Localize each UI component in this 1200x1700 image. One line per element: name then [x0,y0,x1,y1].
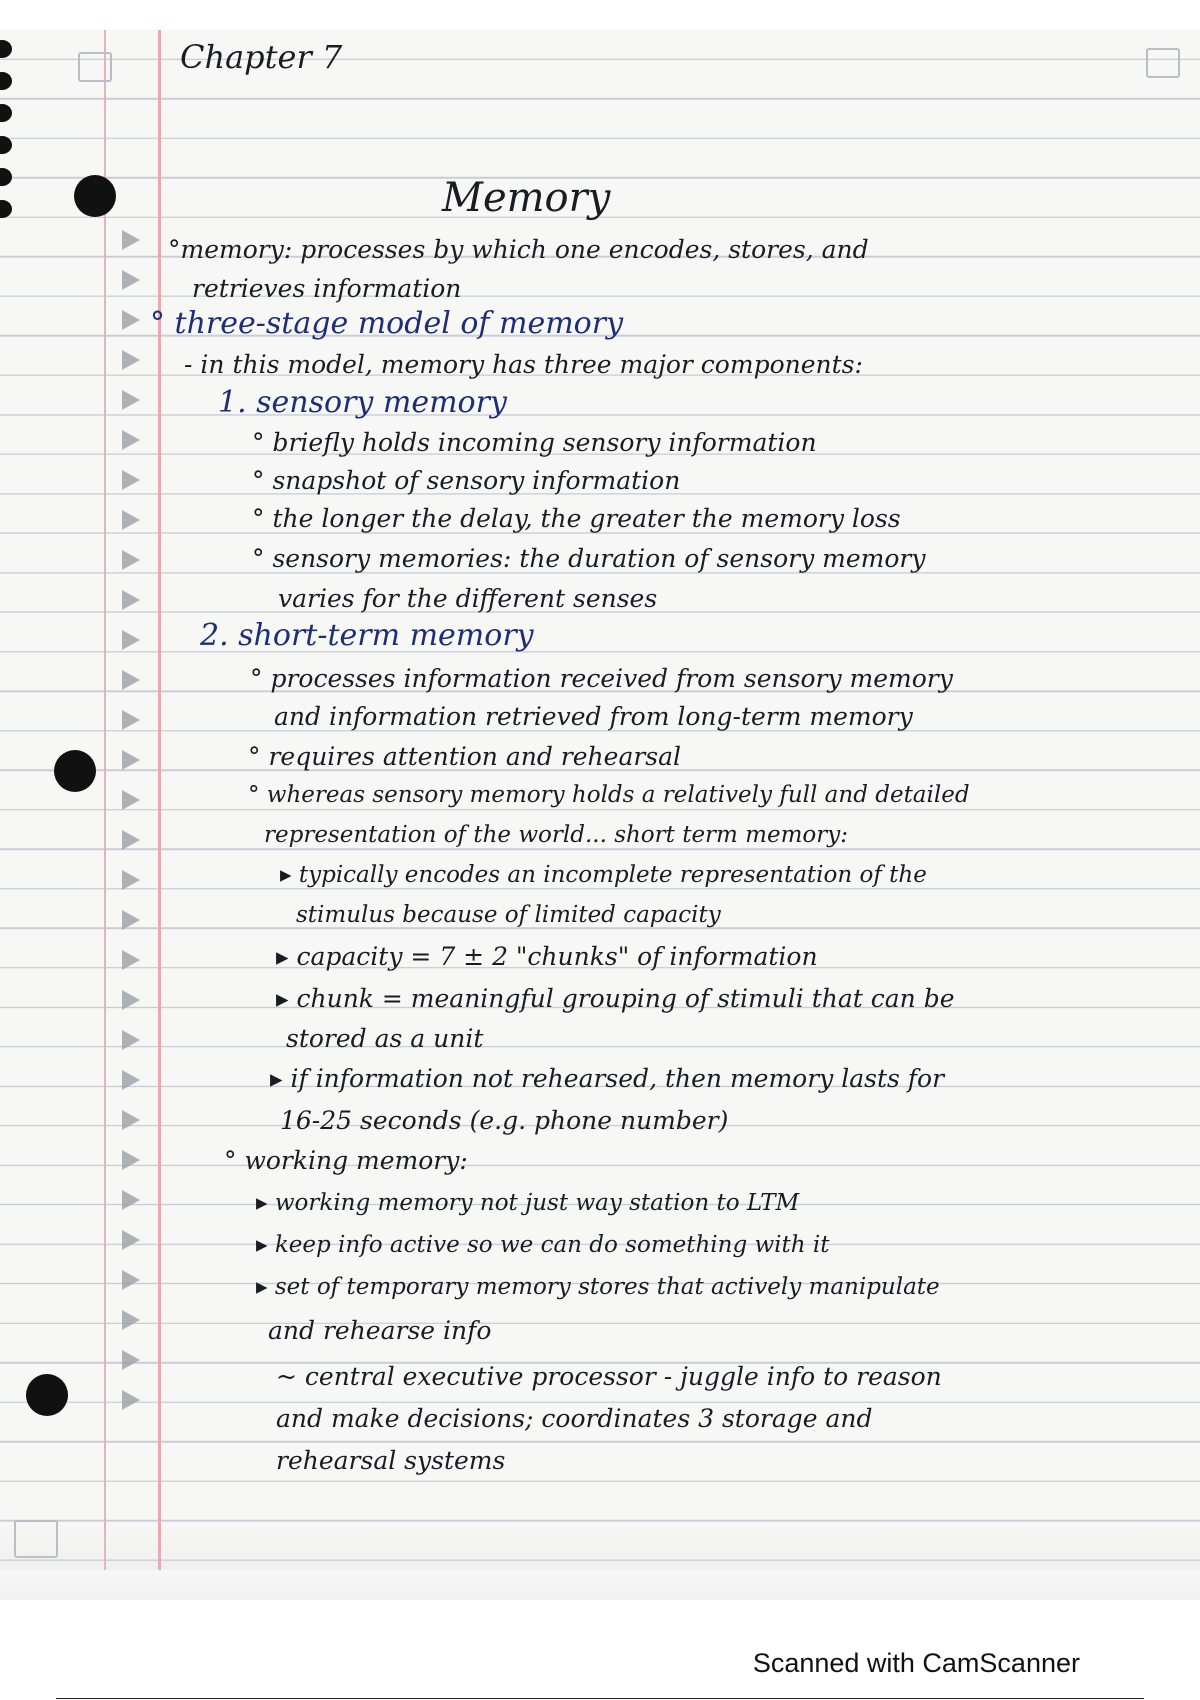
note-line: stimulus because of limited capacity [296,902,721,928]
spiral-dot [0,136,12,154]
spiral-dot [0,72,12,90]
chapter-heading: Chapter 7 [180,38,343,76]
margin-triangle-icon [122,790,140,810]
note-line: ° the longer the delay, the greater the memory loss [252,504,901,533]
note-line: °memory: processes by which one encodes, stores, and [168,235,869,264]
margin-triangle-icon [122,630,140,650]
spiral-dot [0,168,12,186]
spiral-dot [0,200,12,218]
note-heading: 2. short-term memory [200,618,534,653]
note-line: ° briefly holds incoming sensory information [252,428,817,457]
note-line: ▸ if information not rehearsed, then memory lasts for [270,1064,945,1093]
note-line: ▸ set of temporary memory stores that actively manipulate [256,1274,940,1300]
note-line: and information retrieved from long-term memory [274,702,913,731]
note-heading: 1. sensory memory [218,385,507,420]
note-line: ° processes information received from sensory memory [250,664,953,693]
margin-triangle-icon [122,1270,140,1290]
spiral-dot [0,104,12,122]
note-line: ▸ typically encodes an incomplete representation of the [280,862,927,888]
note-line: ° snapshot of sensory information [252,466,681,495]
margin-triangle-icon [122,470,140,490]
margin-triangle-icon [122,310,140,330]
page-corner-icon [78,52,112,82]
note-line: ° sensory memories: the duration of sensory memory [252,544,926,573]
binder-hole [74,175,116,217]
margin-triangle-icon [122,430,140,450]
note-heading: ° three-stage model of memory [150,306,624,341]
margin-triangle-icon [122,750,140,770]
margin-line-left [104,30,106,1570]
note-line: rehearsal systems [276,1446,506,1475]
note-line: - in this model, memory has three major components: [184,350,863,379]
note-line: and make decisions; coordinates 3 storage and [276,1404,873,1433]
margin-triangle-icon [122,950,140,970]
note-line: and rehearse info [268,1316,492,1345]
note-line: ▸ keep info active so we can do something with it [256,1232,830,1258]
margin-triangle-icon [122,670,140,690]
note-line: ▸ working memory not just way station to LTM [256,1190,800,1216]
margin-triangle-icon [122,910,140,930]
note-line: ° working memory: [224,1146,468,1175]
spiral-dot [0,40,12,58]
page-shadow [0,1520,1200,1600]
note-line: ° whereas sensory memory holds a relatively full and detailed [248,782,970,808]
margin-triangle-icon [122,590,140,610]
margin-triangle-icon [122,270,140,290]
margin-triangle-icon [122,1110,140,1130]
margin-triangle-icon [122,1230,140,1250]
margin-triangle-icon [122,990,140,1010]
binder-hole [26,1374,68,1416]
note-line: 16-25 seconds (e.g. phone number) [280,1106,729,1135]
margin-triangle-icon [122,830,140,850]
margin-triangle-icon [122,1350,140,1370]
scanner-watermark: Scanned with CamScanner [752,1648,1080,1678]
page-corner-icon-right [1146,48,1180,78]
note-line: representation of the world... short term memory: [264,822,848,848]
margin-triangle-icon [122,710,140,730]
note-line: retrieves information [192,274,462,303]
binder-hole [54,750,96,792]
note-line: ° requires attention and rehearsal [248,742,682,771]
margin-triangle-icon [122,510,140,530]
margin-triangle-icon [122,1070,140,1090]
margin-line-red [158,30,161,1570]
margin-triangle-icon [122,550,140,570]
note-line: ~ central executive processor - juggle info to reason [276,1362,942,1391]
margin-triangle-icon [122,1190,140,1210]
note-line: ▸ capacity = 7 ± 2 "chunks" of information [276,942,818,971]
note-line: stored as a unit [286,1024,484,1053]
margin-triangle-icon [122,390,140,410]
footer-rule [56,1698,1144,1699]
margin-triangle-icon [122,1390,140,1410]
margin-triangle-icon [122,1030,140,1050]
margin-triangle-icon [122,230,140,250]
margin-triangle-icon [122,350,140,370]
page-title: Memory [442,175,611,221]
margin-triangle-icon [122,870,140,890]
margin-triangle-icon [122,1150,140,1170]
margin-triangle-icon [122,1310,140,1330]
note-line: varies for the different senses [278,584,658,613]
note-line: ▸ chunk = meaningful grouping of stimuli that can be [276,984,955,1013]
